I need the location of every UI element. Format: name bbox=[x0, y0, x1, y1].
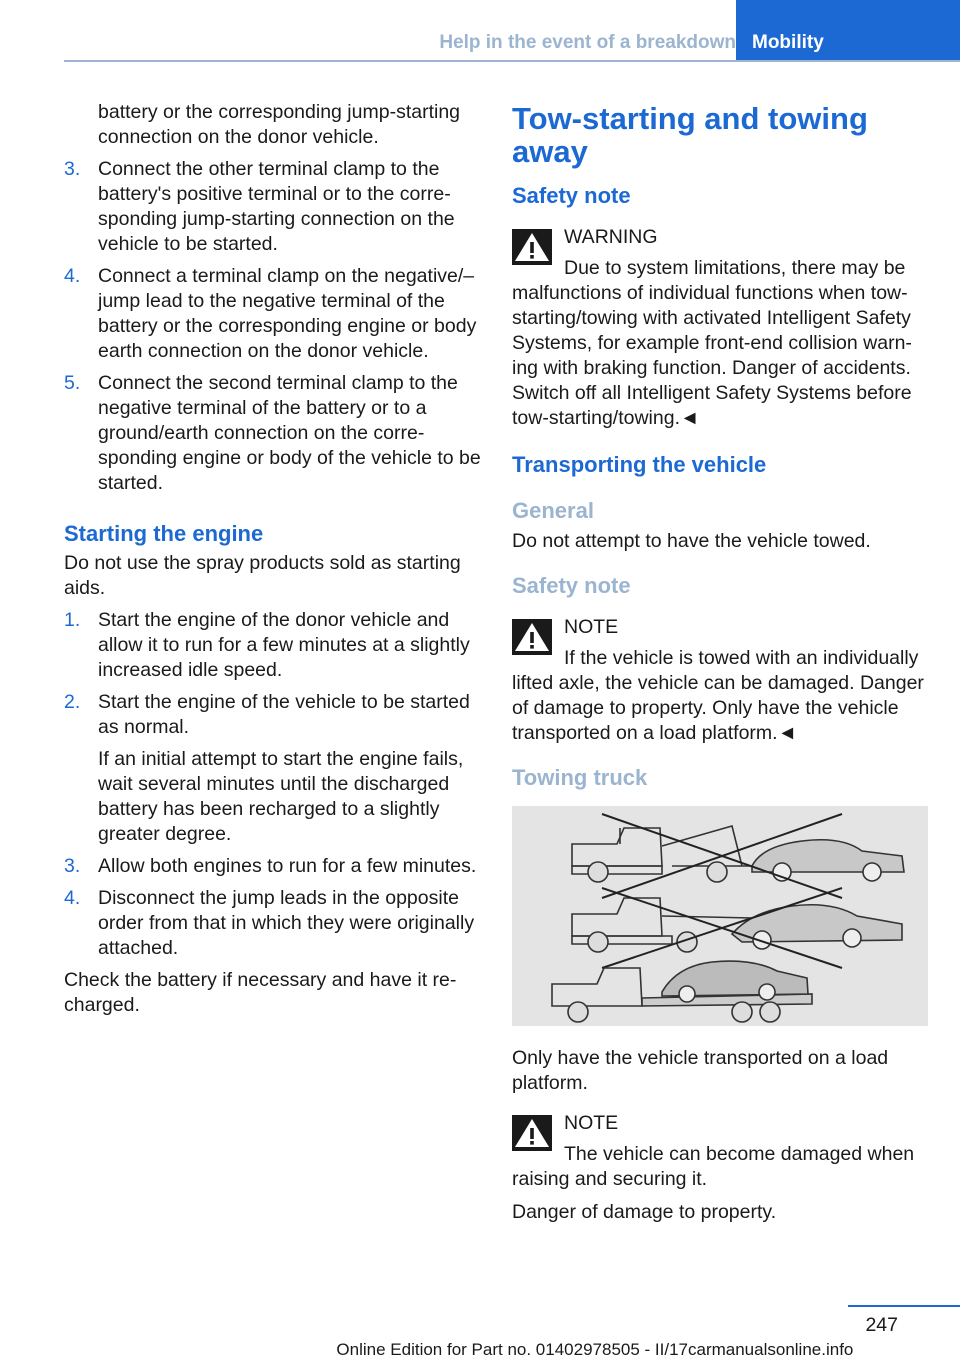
warning-triangle-icon bbox=[512, 619, 552, 655]
warning-label: WARNING bbox=[564, 226, 658, 248]
safety-note-heading: Safety note bbox=[512, 183, 631, 208]
general-heading: General bbox=[512, 498, 594, 523]
closing-text: Check the battery if necessary and have it recharged. bbox=[64, 969, 457, 1016]
towing-truck-illustration bbox=[512, 806, 928, 1026]
page-number: 247 bbox=[865, 1314, 898, 1336]
safety-note-heading-2: Safety note bbox=[512, 573, 631, 598]
step-number: 1. bbox=[64, 609, 81, 631]
note-text: raising and securing it. bbox=[512, 1168, 708, 1190]
transport-heading: Transporting the vehicle bbox=[512, 452, 767, 477]
page-header bbox=[0, 0, 960, 64]
warning-text: malfunctions of individual functions when tow-starting/towing with activated Intelligent Safety Systems, for example front-end collision warning with braking function. Danger of accidents. Switch off all Intelligent Safety Systems before tow-starting/towing.◄ bbox=[512, 282, 912, 429]
step-note: If an initial attempt to start the engine fails, wait several minutes until the discharged battery has been recharged to a slightly greater degree. bbox=[98, 748, 464, 845]
header-rule bbox=[64, 60, 960, 62]
damage-text: Danger of damage to property. bbox=[512, 1201, 777, 1223]
warning-first-line: Due to system limitations, there may be bbox=[564, 257, 906, 279]
left-column bbox=[64, 100, 482, 1025]
step-number: 2. bbox=[64, 691, 81, 713]
list-item bbox=[64, 608, 482, 683]
header-chapter-tab: Mobility bbox=[736, 0, 960, 62]
list-item bbox=[64, 371, 482, 496]
figure-caption: Only have the vehicle transported on a load platform. bbox=[512, 1047, 889, 1094]
note-label: NOTE bbox=[564, 1112, 619, 1134]
list-item bbox=[64, 854, 482, 879]
continued-text: battery or the corresponding jump-starting connection on the donor vehicle. bbox=[98, 101, 461, 148]
starting-engine-heading: Starting the engine bbox=[64, 521, 264, 546]
towing-truck-heading: Towing truck bbox=[512, 765, 648, 790]
step-text: Connect a terminal clamp on the negative/– jump lead to the negative terminal of the battery or the corresponding engine or body earth connection on the donor vehicle. bbox=[98, 265, 477, 362]
starting-intro: Do not use the spray products sold as starting aids. bbox=[64, 552, 461, 599]
list-item bbox=[64, 157, 482, 257]
step-number: 4. bbox=[64, 887, 81, 909]
step-number: 5. bbox=[64, 372, 81, 394]
step-text: Allow both engines to run for a few minutes. bbox=[98, 855, 477, 877]
warning-triangle-icon bbox=[512, 1115, 552, 1151]
note-first-line: If the vehicle is towed with an individually bbox=[564, 647, 919, 669]
step-text: Connect the second terminal clamp to the negative terminal of the battery or to a ground/earth connection on the corresponding engine or body of the vehicle to be started. bbox=[98, 372, 481, 494]
step-text: Disconnect the jump leads in the opposite order from that in which they were originally attached. bbox=[98, 887, 475, 959]
tow-truck-drawing bbox=[512, 806, 928, 1026]
right-column bbox=[512, 100, 930, 1232]
step-number: 3. bbox=[64, 158, 81, 180]
footer-rule bbox=[848, 1305, 960, 1307]
step-text: Start the engine of the vehicle to be started as normal. bbox=[98, 691, 470, 738]
note-first-line: The vehicle can become damaged when bbox=[564, 1143, 915, 1165]
list-item bbox=[64, 886, 482, 961]
general-text: Do not attempt to have the vehicle towed. bbox=[512, 530, 871, 552]
note-label: NOTE bbox=[564, 616, 619, 638]
list-item bbox=[64, 264, 482, 364]
warning-triangle-icon bbox=[512, 229, 552, 265]
list-item bbox=[64, 690, 482, 740]
step-number: 3. bbox=[64, 855, 81, 877]
watermark-text: carmanualsonline.info bbox=[688, 1340, 854, 1359]
step-number: 4. bbox=[64, 265, 81, 287]
note-notice bbox=[512, 612, 930, 746]
step-text: Connect the other terminal clamp to the battery's positive terminal or to the corresponding jump-starting connection on the vehicle to be started. bbox=[98, 158, 455, 255]
step-text: Start the engine of the donor vehicle and allow it to run for a few minutes at a slightly increased idle speed. bbox=[98, 609, 470, 681]
header-section-title: Help in the event of a breakdown bbox=[439, 32, 736, 53]
edition-text: Online Edition for Part no. 01402978505 - II/17 bbox=[336, 1340, 688, 1359]
note-text: lifted axle, the vehicle can be damaged. Danger of damage to property. Only have the vehicle transported on a load platform.◄ bbox=[512, 672, 924, 744]
note-notice-2 bbox=[512, 1108, 930, 1192]
warning-notice bbox=[512, 222, 930, 431]
section-title: Tow-starting and towing away bbox=[512, 101, 868, 169]
